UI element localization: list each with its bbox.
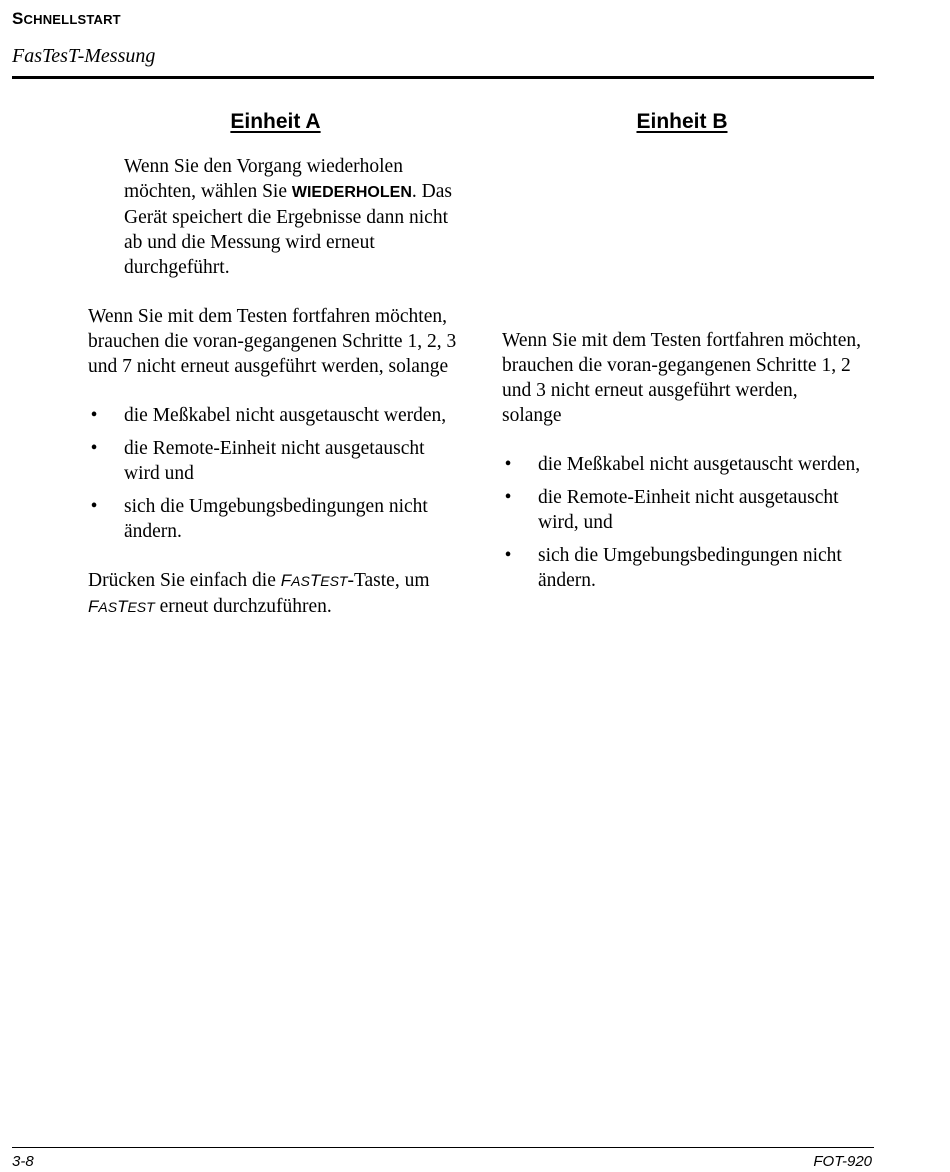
product-letters: AS xyxy=(98,599,118,615)
page-subtitle: FasTesT-Messung xyxy=(12,45,156,67)
press-text-3: erneut durchzuführen. xyxy=(154,596,332,617)
repeat-keyword: WIEDERHOLEN xyxy=(291,184,412,201)
bullet-icon: • xyxy=(504,487,512,508)
press-text-1: Drücken Sie einfach die xyxy=(88,570,281,591)
document-id: FOT-920 xyxy=(813,1153,872,1170)
unit-a-repeat-paragraph xyxy=(88,154,454,280)
unit-a-press-paragraph xyxy=(88,568,463,620)
list-item-text: die Meßkabel nicht ausgetauscht werden, xyxy=(124,405,447,426)
spacer xyxy=(88,552,463,568)
product-letter: F xyxy=(88,597,99,616)
list-item-text: sich die Umgebungsbedingungen nicht ändern. xyxy=(124,496,428,542)
section-header xyxy=(12,9,121,29)
unit-a-repeat-text-1: Wenn Sie den Vorgang wiederholen möchten, wählen Sie xyxy=(124,156,403,202)
spacer xyxy=(502,154,862,328)
unit-a-repeat-text-2: . Das Gerät speichert die Ergebnisse dann nicht ab und die Messung wird erneut durchgeführt. xyxy=(124,181,452,278)
list-item-text: die Remote-Einheit nicht ausgetauscht wird und xyxy=(124,438,425,484)
unit-a-bullet-list xyxy=(88,403,463,544)
list-item xyxy=(88,436,463,486)
footer-rule xyxy=(12,1147,874,1148)
section-header-rest: CHNELLSTART xyxy=(23,12,121,27)
bullet-icon: • xyxy=(90,405,98,426)
list-item xyxy=(502,543,862,593)
product-letter: F xyxy=(280,571,292,590)
spacer xyxy=(88,280,463,304)
list-item xyxy=(88,403,463,428)
fastest-key-label xyxy=(281,571,348,590)
unit-a-column xyxy=(88,110,463,620)
list-item-text: die Remote-Einheit nicht ausgetauscht wird, und xyxy=(538,487,839,533)
unit-b-bullet-list xyxy=(502,452,862,593)
section-header-initial: S xyxy=(12,9,24,28)
spacer xyxy=(502,428,862,452)
unit-a-title: Einheit A xyxy=(230,110,321,133)
product-letter: T xyxy=(309,571,321,590)
list-item xyxy=(88,494,463,544)
press-text-2: -Taste, um xyxy=(347,570,430,591)
fastest-product-name xyxy=(88,597,155,616)
product-letter: T xyxy=(117,597,128,616)
bullet-icon: • xyxy=(504,545,512,566)
product-letters: EST xyxy=(127,599,155,615)
list-item-text: die Meßkabel nicht ausgetauscht werden, xyxy=(538,454,861,475)
product-letters: AS xyxy=(291,573,310,589)
page-number: 3-8 xyxy=(12,1153,34,1170)
unit-b-title: Einheit B xyxy=(636,110,728,133)
bullet-icon: • xyxy=(90,496,98,517)
list-item xyxy=(502,485,862,535)
list-item xyxy=(502,452,862,477)
header-rule xyxy=(12,76,874,79)
spacer xyxy=(88,379,463,403)
bullet-icon: • xyxy=(504,454,512,475)
unit-b-continue-paragraph: Wenn Sie mit dem Testen fortfahren möchten, brauchen die voran-gegangenen Schritte 1, 2 und 3 nicht erneut ausgeführt werden, solange xyxy=(502,330,861,426)
unit-a-continue-paragraph: Wenn Sie mit dem Testen fortfahren möchten, brauchen die voran-gegangenen Schritte 1, 2, 3 und 7 nicht erneut ausgeführt werden, solange xyxy=(88,306,457,377)
product-letters: EST xyxy=(320,573,348,589)
unit-b-column xyxy=(502,110,862,601)
bullet-icon: • xyxy=(90,438,98,459)
list-item-text: sich die Umgebungsbedingungen nicht ändern. xyxy=(538,545,842,591)
